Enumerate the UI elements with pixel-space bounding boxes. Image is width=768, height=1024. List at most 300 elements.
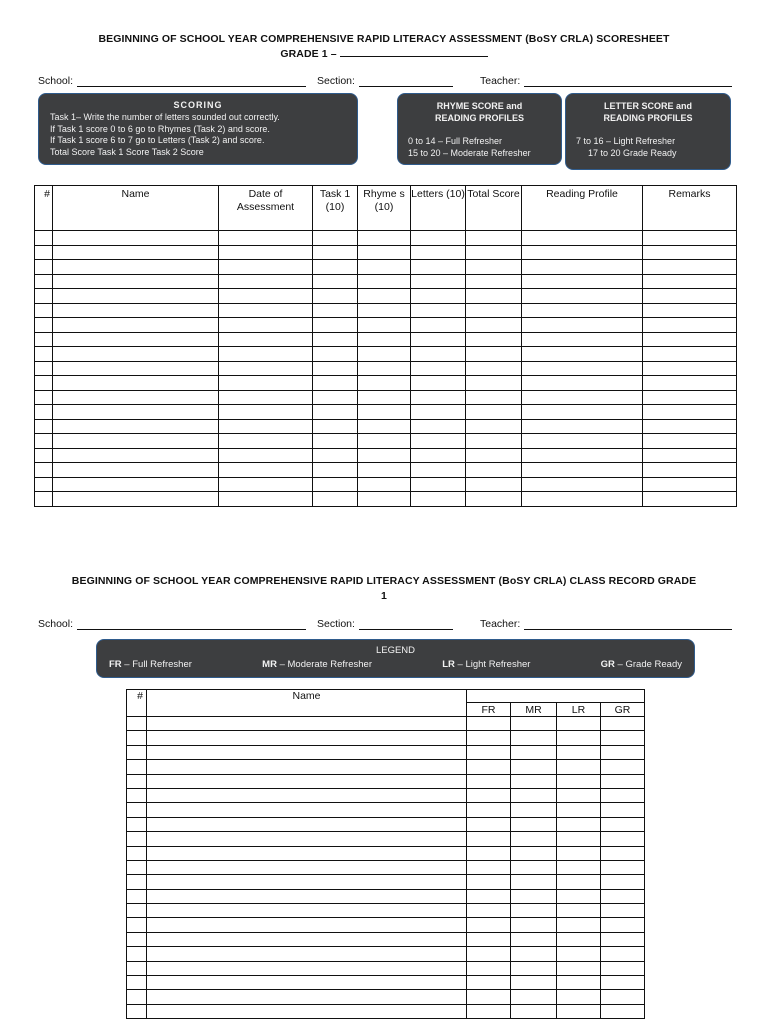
table-cell[interactable]	[466, 361, 522, 376]
table-cell[interactable]	[466, 260, 522, 275]
table-cell[interactable]	[53, 260, 219, 275]
table-cell[interactable]	[643, 245, 737, 260]
table-cell[interactable]	[511, 817, 557, 831]
table-cell[interactable]	[557, 717, 601, 731]
table-cell[interactable]	[358, 376, 411, 391]
table-cell[interactable]	[522, 274, 643, 289]
table-cell[interactable]	[147, 1004, 467, 1018]
table-cell[interactable]	[411, 419, 466, 434]
table-cell[interactable]	[601, 976, 645, 990]
table-cell[interactable]	[147, 803, 467, 817]
table-cell[interactable]	[147, 976, 467, 990]
table-cell[interactable]	[467, 904, 511, 918]
table-cell[interactable]	[522, 434, 643, 449]
table-cell[interactable]	[313, 347, 358, 362]
table-cell[interactable]	[127, 860, 147, 874]
table-cell[interactable]	[219, 419, 313, 434]
table-cell[interactable]	[411, 260, 466, 275]
table-cell[interactable]	[358, 434, 411, 449]
table-cell[interactable]	[522, 419, 643, 434]
table-cell[interactable]	[358, 318, 411, 333]
table-cell[interactable]	[466, 289, 522, 304]
table-cell[interactable]	[127, 904, 147, 918]
table-cell[interactable]	[358, 361, 411, 376]
table-cell[interactable]	[127, 990, 147, 1004]
table-cell[interactable]	[411, 448, 466, 463]
table-cell[interactable]	[522, 492, 643, 507]
table-cell[interactable]	[35, 289, 53, 304]
table-cell[interactable]	[511, 947, 557, 961]
table-cell[interactable]	[643, 347, 737, 362]
table-cell[interactable]	[467, 846, 511, 860]
table-cell[interactable]	[35, 376, 53, 391]
table-cell[interactable]	[601, 990, 645, 1004]
table-cell[interactable]	[53, 405, 219, 420]
table-cell[interactable]	[53, 318, 219, 333]
table-cell[interactable]	[601, 760, 645, 774]
table-cell[interactable]	[411, 274, 466, 289]
table-cell[interactable]	[411, 245, 466, 260]
table-cell[interactable]	[643, 303, 737, 318]
table-cell[interactable]	[557, 788, 601, 802]
table-cell[interactable]	[522, 260, 643, 275]
table-cell[interactable]	[358, 231, 411, 246]
table-cell[interactable]	[147, 846, 467, 860]
table-cell[interactable]	[358, 390, 411, 405]
table-cell[interactable]	[411, 390, 466, 405]
table-cell[interactable]	[147, 817, 467, 831]
table-cell[interactable]	[467, 832, 511, 846]
table-cell[interactable]	[467, 932, 511, 946]
table-cell[interactable]	[557, 875, 601, 889]
table-cell[interactable]	[358, 477, 411, 492]
table-cell[interactable]	[127, 976, 147, 990]
table-cell[interactable]	[35, 405, 53, 420]
table-cell[interactable]	[466, 231, 522, 246]
table-cell[interactable]	[643, 390, 737, 405]
table-cell[interactable]	[522, 289, 643, 304]
table-cell[interactable]	[511, 860, 557, 874]
table-cell[interactable]	[511, 961, 557, 975]
table-cell[interactable]	[511, 745, 557, 759]
table-cell[interactable]	[601, 889, 645, 903]
table-cell[interactable]	[411, 303, 466, 318]
table-cell[interactable]	[467, 889, 511, 903]
table-cell[interactable]	[557, 918, 601, 932]
table-cell[interactable]	[53, 303, 219, 318]
table-cell[interactable]	[147, 990, 467, 1004]
table-cell[interactable]	[411, 463, 466, 478]
table-cell[interactable]	[411, 405, 466, 420]
table-cell[interactable]	[358, 289, 411, 304]
table-cell[interactable]	[35, 361, 53, 376]
table-cell[interactable]	[467, 817, 511, 831]
table-cell[interactable]	[313, 332, 358, 347]
table-cell[interactable]	[53, 361, 219, 376]
table-cell[interactable]	[313, 245, 358, 260]
school-field[interactable]: School:	[38, 618, 306, 630]
table-cell[interactable]	[127, 731, 147, 745]
table-cell[interactable]	[601, 1004, 645, 1018]
table-cell[interactable]	[35, 477, 53, 492]
table-cell[interactable]	[466, 419, 522, 434]
table-cell[interactable]	[601, 875, 645, 889]
table-cell[interactable]	[601, 932, 645, 946]
table-cell[interactable]	[127, 1004, 147, 1018]
table-cell[interactable]	[53, 448, 219, 463]
table-cell[interactable]	[511, 731, 557, 745]
table-cell[interactable]	[522, 361, 643, 376]
table-cell[interactable]	[35, 303, 53, 318]
table-cell[interactable]	[313, 376, 358, 391]
table-cell[interactable]	[147, 788, 467, 802]
table-cell[interactable]	[313, 492, 358, 507]
table-cell[interactable]	[147, 904, 467, 918]
table-cell[interactable]	[511, 788, 557, 802]
table-cell[interactable]	[511, 932, 557, 946]
table-cell[interactable]	[557, 745, 601, 759]
table-cell[interactable]	[643, 448, 737, 463]
table-cell[interactable]	[313, 231, 358, 246]
table-cell[interactable]	[467, 947, 511, 961]
table-cell[interactable]	[467, 860, 511, 874]
table-cell[interactable]	[601, 832, 645, 846]
table-cell[interactable]	[53, 463, 219, 478]
table-cell[interactable]	[511, 774, 557, 788]
table-cell[interactable]	[511, 889, 557, 903]
table-cell[interactable]	[127, 961, 147, 975]
table-cell[interactable]	[466, 492, 522, 507]
table-cell[interactable]	[358, 260, 411, 275]
table-cell[interactable]	[147, 760, 467, 774]
table-cell[interactable]	[466, 463, 522, 478]
table-cell[interactable]	[219, 477, 313, 492]
table-cell[interactable]	[466, 332, 522, 347]
table-cell[interactable]	[53, 492, 219, 507]
table-cell[interactable]	[127, 760, 147, 774]
table-cell[interactable]	[643, 332, 737, 347]
table-cell[interactable]	[35, 492, 53, 507]
table-cell[interactable]	[411, 318, 466, 333]
table-cell[interactable]	[147, 774, 467, 788]
table-cell[interactable]	[511, 1004, 557, 1018]
table-cell[interactable]	[557, 846, 601, 860]
table-cell[interactable]	[522, 376, 643, 391]
table-cell[interactable]	[127, 918, 147, 932]
table-cell[interactable]	[511, 846, 557, 860]
table-cell[interactable]	[127, 932, 147, 946]
table-cell[interactable]	[511, 717, 557, 731]
table-cell[interactable]	[411, 477, 466, 492]
table-cell[interactable]	[313, 361, 358, 376]
table-cell[interactable]	[35, 245, 53, 260]
table-cell[interactable]	[467, 760, 511, 774]
table-cell[interactable]	[147, 860, 467, 874]
grade-blank[interactable]	[340, 47, 488, 57]
table-cell[interactable]	[643, 463, 737, 478]
table-cell[interactable]	[522, 303, 643, 318]
table-cell[interactable]	[522, 390, 643, 405]
table-cell[interactable]	[219, 448, 313, 463]
table-cell[interactable]	[601, 961, 645, 975]
table-cell[interactable]	[35, 448, 53, 463]
table-cell[interactable]	[467, 1004, 511, 1018]
table-cell[interactable]	[511, 803, 557, 817]
table-cell[interactable]	[313, 274, 358, 289]
table-cell[interactable]	[557, 1004, 601, 1018]
table-cell[interactable]	[466, 434, 522, 449]
table-cell[interactable]	[467, 875, 511, 889]
table-cell[interactable]	[127, 803, 147, 817]
table-cell[interactable]	[643, 434, 737, 449]
table-cell[interactable]	[53, 274, 219, 289]
table-cell[interactable]	[219, 434, 313, 449]
table-cell[interactable]	[643, 477, 737, 492]
table-cell[interactable]	[313, 477, 358, 492]
table-cell[interactable]	[411, 361, 466, 376]
table-cell[interactable]	[147, 961, 467, 975]
table-cell[interactable]	[35, 260, 53, 275]
table-cell[interactable]	[643, 260, 737, 275]
table-cell[interactable]	[411, 434, 466, 449]
table-cell[interactable]	[313, 390, 358, 405]
table-cell[interactable]	[219, 274, 313, 289]
table-cell[interactable]	[53, 289, 219, 304]
teacher-field[interactable]: Teacher:	[480, 75, 732, 87]
table-cell[interactable]	[466, 303, 522, 318]
table-cell[interactable]	[643, 419, 737, 434]
table-cell[interactable]	[219, 231, 313, 246]
table-cell[interactable]	[35, 434, 53, 449]
table-cell[interactable]	[313, 419, 358, 434]
table-cell[interactable]	[53, 231, 219, 246]
table-cell[interactable]	[557, 990, 601, 1004]
table-cell[interactable]	[219, 463, 313, 478]
table-cell[interactable]	[219, 405, 313, 420]
table-cell[interactable]	[313, 318, 358, 333]
table-cell[interactable]	[358, 332, 411, 347]
table-cell[interactable]	[411, 289, 466, 304]
table-cell[interactable]	[35, 463, 53, 478]
table-cell[interactable]	[313, 303, 358, 318]
table-cell[interactable]	[53, 332, 219, 347]
table-cell[interactable]	[53, 347, 219, 362]
table-cell[interactable]	[557, 961, 601, 975]
table-cell[interactable]	[219, 347, 313, 362]
table-cell[interactable]	[467, 990, 511, 1004]
table-cell[interactable]	[467, 976, 511, 990]
table-cell[interactable]	[601, 860, 645, 874]
table-cell[interactable]	[127, 717, 147, 731]
table-cell[interactable]	[147, 932, 467, 946]
table-cell[interactable]	[511, 918, 557, 932]
table-cell[interactable]	[601, 947, 645, 961]
table-cell[interactable]	[643, 274, 737, 289]
table-cell[interactable]	[53, 434, 219, 449]
table-cell[interactable]	[467, 731, 511, 745]
table-cell[interactable]	[522, 405, 643, 420]
table-cell[interactable]	[467, 745, 511, 759]
table-cell[interactable]	[53, 390, 219, 405]
table-cell[interactable]	[127, 875, 147, 889]
table-cell[interactable]	[35, 419, 53, 434]
table-cell[interactable]	[601, 745, 645, 759]
section-field[interactable]: Section:	[317, 75, 453, 87]
table-cell[interactable]	[557, 774, 601, 788]
table-cell[interactable]	[219, 245, 313, 260]
table-cell[interactable]	[127, 745, 147, 759]
table-cell[interactable]	[147, 918, 467, 932]
table-cell[interactable]	[411, 376, 466, 391]
table-cell[interactable]	[127, 832, 147, 846]
teacher-field[interactable]: Teacher:	[480, 618, 732, 630]
table-cell[interactable]	[313, 434, 358, 449]
school-field[interactable]: School:	[38, 75, 306, 87]
table-cell[interactable]	[358, 463, 411, 478]
table-cell[interactable]	[522, 245, 643, 260]
table-cell[interactable]	[522, 332, 643, 347]
table-cell[interactable]	[557, 932, 601, 946]
table-cell[interactable]	[557, 904, 601, 918]
table-cell[interactable]	[358, 405, 411, 420]
table-cell[interactable]	[219, 332, 313, 347]
table-cell[interactable]	[557, 760, 601, 774]
table-cell[interactable]	[219, 318, 313, 333]
table-cell[interactable]	[601, 817, 645, 831]
table-cell[interactable]	[219, 361, 313, 376]
table-cell[interactable]	[411, 231, 466, 246]
table-cell[interactable]	[411, 347, 466, 362]
table-cell[interactable]	[557, 803, 601, 817]
table-cell[interactable]	[643, 231, 737, 246]
table-cell[interactable]	[127, 889, 147, 903]
table-cell[interactable]	[127, 947, 147, 961]
table-cell[interactable]	[522, 448, 643, 463]
table-cell[interactable]	[35, 347, 53, 362]
table-cell[interactable]	[219, 376, 313, 391]
table-cell[interactable]	[467, 774, 511, 788]
table-cell[interactable]	[358, 303, 411, 318]
table-cell[interactable]	[511, 875, 557, 889]
table-cell[interactable]	[358, 274, 411, 289]
table-cell[interactable]	[522, 318, 643, 333]
table-cell[interactable]	[411, 332, 466, 347]
table-cell[interactable]	[522, 347, 643, 362]
table-cell[interactable]	[219, 303, 313, 318]
table-cell[interactable]	[466, 390, 522, 405]
table-cell[interactable]	[53, 419, 219, 434]
table-cell[interactable]	[147, 731, 467, 745]
table-cell[interactable]	[358, 419, 411, 434]
table-cell[interactable]	[35, 231, 53, 246]
table-cell[interactable]	[522, 477, 643, 492]
table-cell[interactable]	[643, 361, 737, 376]
table-cell[interactable]	[147, 889, 467, 903]
table-cell[interactable]	[147, 717, 467, 731]
table-cell[interactable]	[601, 788, 645, 802]
table-cell[interactable]	[511, 832, 557, 846]
table-cell[interactable]	[467, 961, 511, 975]
table-cell[interactable]	[147, 745, 467, 759]
table-cell[interactable]	[522, 231, 643, 246]
table-cell[interactable]	[127, 846, 147, 860]
table-cell[interactable]	[147, 947, 467, 961]
table-cell[interactable]	[643, 376, 737, 391]
table-cell[interactable]	[35, 390, 53, 405]
table-cell[interactable]	[511, 990, 557, 1004]
table-cell[interactable]	[466, 477, 522, 492]
table-cell[interactable]	[522, 463, 643, 478]
table-cell[interactable]	[53, 245, 219, 260]
table-cell[interactable]	[467, 788, 511, 802]
table-cell[interactable]	[411, 492, 466, 507]
section-field[interactable]: Section:	[317, 618, 453, 630]
table-cell[interactable]	[557, 860, 601, 874]
table-cell[interactable]	[313, 463, 358, 478]
table-cell[interactable]	[219, 390, 313, 405]
table-cell[interactable]	[511, 976, 557, 990]
table-cell[interactable]	[127, 774, 147, 788]
table-cell[interactable]	[643, 289, 737, 304]
table-cell[interactable]	[35, 332, 53, 347]
table-cell[interactable]	[557, 832, 601, 846]
table-cell[interactable]	[643, 405, 737, 420]
table-cell[interactable]	[219, 492, 313, 507]
table-cell[interactable]	[557, 817, 601, 831]
table-cell[interactable]	[53, 477, 219, 492]
table-cell[interactable]	[601, 717, 645, 731]
table-cell[interactable]	[466, 347, 522, 362]
table-cell[interactable]	[511, 760, 557, 774]
table-cell[interactable]	[466, 405, 522, 420]
table-cell[interactable]	[313, 260, 358, 275]
table-cell[interactable]	[557, 976, 601, 990]
table-cell[interactable]	[219, 260, 313, 275]
table-cell[interactable]	[147, 875, 467, 889]
table-cell[interactable]	[358, 448, 411, 463]
table-cell[interactable]	[601, 918, 645, 932]
table-cell[interactable]	[313, 405, 358, 420]
table-cell[interactable]	[53, 376, 219, 391]
table-cell[interactable]	[466, 245, 522, 260]
table-cell[interactable]	[557, 889, 601, 903]
table-cell[interactable]	[35, 318, 53, 333]
table-cell[interactable]	[313, 448, 358, 463]
table-cell[interactable]	[643, 492, 737, 507]
table-cell[interactable]	[511, 904, 557, 918]
table-cell[interactable]	[643, 318, 737, 333]
table-cell[interactable]	[601, 774, 645, 788]
table-cell[interactable]	[557, 731, 601, 745]
table-cell[interactable]	[557, 947, 601, 961]
table-cell[interactable]	[147, 832, 467, 846]
table-cell[interactable]	[358, 492, 411, 507]
table-cell[interactable]	[601, 803, 645, 817]
table-cell[interactable]	[127, 788, 147, 802]
table-cell[interactable]	[467, 717, 511, 731]
table-cell[interactable]	[127, 817, 147, 831]
table-cell[interactable]	[467, 803, 511, 817]
table-cell[interactable]	[601, 846, 645, 860]
table-cell[interactable]	[358, 347, 411, 362]
table-cell[interactable]	[219, 289, 313, 304]
table-cell[interactable]	[601, 904, 645, 918]
table-cell[interactable]	[466, 448, 522, 463]
table-cell[interactable]	[358, 245, 411, 260]
table-cell[interactable]	[466, 318, 522, 333]
table-cell[interactable]	[467, 918, 511, 932]
table-cell[interactable]	[466, 376, 522, 391]
